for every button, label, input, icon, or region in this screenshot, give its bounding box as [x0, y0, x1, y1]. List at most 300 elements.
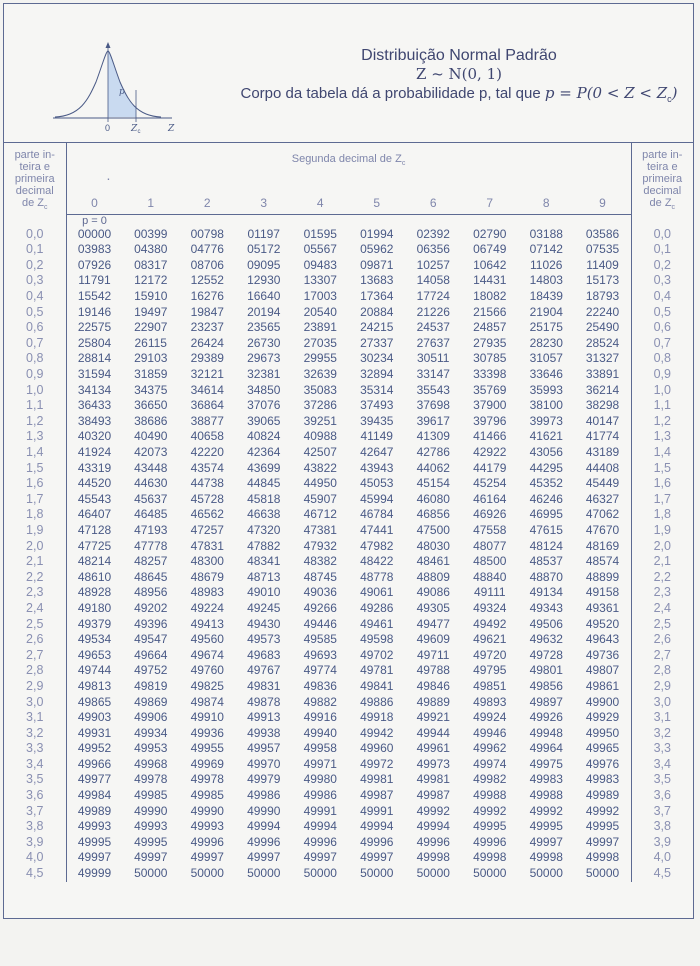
table-cell: 48899	[585, 569, 620, 584]
row-label-left: 1,8	[4, 507, 66, 523]
table-cell: 50000	[134, 866, 168, 881]
right-header-line-2: teira e	[647, 161, 678, 173]
right-header-sub: c	[671, 204, 676, 212]
row-label-left: 1,1	[4, 398, 66, 414]
table-cell: 49744	[77, 663, 112, 678]
table-cell: 37493	[360, 398, 394, 413]
table-cell: 49984	[77, 788, 112, 803]
table-cell: 38877	[190, 413, 224, 428]
table-cell: 49995	[134, 834, 168, 849]
table-cell: 49305	[416, 600, 450, 615]
table-cell: 44408	[585, 460, 620, 475]
table-cell: 47193	[134, 522, 168, 537]
table-cell: 40988	[303, 429, 337, 444]
table-cell: 32639	[303, 367, 337, 382]
table-cell: 49968	[134, 756, 168, 771]
table-cell: 41466	[473, 429, 507, 444]
table-cell: 46080	[416, 491, 450, 506]
table-cell: 49997	[134, 850, 168, 865]
table-cell: 49962	[473, 741, 507, 756]
table-cell: 03188	[529, 226, 563, 241]
row-label-left: 1,6	[4, 476, 66, 492]
row-label-left: 2,8	[4, 663, 66, 679]
table-cell: 23565	[247, 320, 281, 335]
table-cell: 49158	[585, 585, 620, 600]
table-cell: 49906	[134, 710, 168, 725]
table-cell: 00399	[134, 226, 168, 241]
table-cell: 48713	[247, 569, 281, 584]
table-cell: 26424	[190, 335, 224, 350]
right-row-header	[631, 143, 693, 215]
table-cell: 49547	[134, 632, 168, 647]
table-cell: 01994	[360, 226, 394, 241]
table-cell: 49971	[303, 756, 337, 771]
table-cell: 40824	[247, 429, 281, 444]
table-cell: 19497	[134, 304, 168, 319]
table-row	[4, 351, 693, 367]
table-cell: 48169	[585, 538, 620, 553]
table-cell: 49869	[134, 694, 168, 709]
table-cell: 50000	[247, 866, 281, 881]
p-row-spacer	[123, 214, 632, 227]
table-cell: 23237	[190, 320, 224, 335]
right-header-line-1: parte in-	[642, 149, 683, 161]
row-label-left: 2,4	[4, 601, 66, 617]
table-cell: 43699	[247, 460, 281, 475]
table-cell: 49961	[416, 741, 450, 756]
table-cell: 42922	[473, 445, 507, 459]
table-cell: 49736	[585, 647, 620, 662]
table-cell: 44179	[473, 460, 507, 475]
table-cell: 50000	[416, 866, 450, 881]
table-cell: 49921	[416, 710, 450, 725]
table-cell: 49224	[190, 600, 224, 615]
table-cell: 49598	[360, 632, 394, 647]
table-cell: 49986	[303, 788, 337, 803]
table-cell: 06356	[416, 242, 450, 257]
row-label-left: 0,8	[4, 351, 66, 367]
table-cell: 49801	[529, 663, 563, 678]
table-cell: 49940	[303, 725, 337, 740]
table-cell: 49978	[190, 772, 224, 787]
probability-table	[4, 142, 693, 882]
row-label-left: 2,9	[4, 679, 66, 695]
table-row	[4, 804, 693, 820]
table-cell: 14803	[529, 273, 563, 288]
row-label-right: 3,7	[631, 804, 693, 820]
table-cell: 30511	[417, 351, 450, 366]
table-cell: 50000	[303, 866, 337, 881]
table-cell: 10257	[416, 257, 450, 272]
table-cell: 38686	[134, 413, 168, 428]
table-cell: 05567	[303, 242, 337, 257]
row-label-left: 1,0	[4, 383, 66, 399]
table-cell: 48983	[190, 585, 224, 600]
table-row	[4, 585, 693, 601]
table-cell: 12552	[190, 273, 224, 288]
table-cell: 29389	[190, 351, 224, 366]
table-cell: 24215	[360, 320, 394, 335]
column-group-header	[66, 143, 631, 188]
table-cell: 39796	[473, 413, 507, 428]
table-cell: 37698	[416, 398, 450, 413]
table-cell: 49916	[303, 710, 337, 725]
table-cell: 49934	[134, 725, 168, 740]
row-label-right: 3,2	[631, 726, 693, 742]
table-cell: 49931	[77, 725, 112, 740]
table-row	[4, 289, 693, 305]
table-cell: 43574	[190, 460, 224, 475]
table-cell: 49981	[360, 772, 394, 787]
table-cell: 49981	[416, 772, 450, 787]
table-row	[4, 320, 693, 336]
table-cell: 46784	[360, 507, 394, 522]
table-header-section	[4, 4, 693, 142]
table-cell: 49841	[360, 678, 394, 693]
row-label-left: 0,0	[4, 227, 66, 243]
table-cell: 49993	[77, 819, 112, 834]
row-label-right: 0,3	[631, 273, 693, 289]
row-label-right: 0,8	[631, 351, 693, 367]
table-cell: 49036	[303, 585, 337, 600]
table-row	[4, 850, 693, 866]
row-label-right: 0,0	[631, 227, 693, 243]
table-cell: 49111	[473, 585, 506, 600]
row-label-left: 3,7	[4, 804, 66, 820]
row-label-right: 3,5	[631, 772, 693, 788]
table-cell: 49966	[77, 756, 112, 771]
table-cell: 49958	[303, 741, 337, 756]
table-cell: 49846	[416, 678, 450, 693]
table-row	[4, 258, 693, 274]
table-cell: 41149	[360, 429, 393, 444]
table-cell: 49975	[529, 756, 563, 771]
table-cell: 48645	[134, 569, 168, 584]
table-row	[4, 617, 693, 633]
table-cell: 34375	[134, 382, 168, 397]
table-cell: 24537	[416, 320, 450, 335]
table-cell: 49950	[585, 725, 620, 740]
row-label-right: 2,6	[631, 632, 693, 648]
table-cell: 49974	[473, 756, 507, 771]
table-cell: 49609	[416, 632, 450, 647]
table-row	[4, 398, 693, 414]
table-cell: 31859	[134, 367, 168, 382]
table-row	[4, 367, 693, 383]
table-cell: 49897	[529, 694, 563, 709]
table-row	[4, 492, 693, 508]
table-cell: 28524	[585, 335, 620, 350]
table-cell: 49929	[585, 710, 620, 725]
table-cell: 49957	[247, 741, 281, 756]
table-cell: 49585	[303, 632, 337, 647]
table-cell: 49997	[77, 850, 112, 865]
row-label-right: 1,1	[631, 398, 693, 414]
row-label-right: 1,5	[631, 461, 693, 477]
table-cell: 49926	[529, 710, 563, 725]
table-cell: 49990	[247, 803, 281, 818]
row-label-right: 0,2	[631, 258, 693, 274]
table-cell: 09095	[247, 257, 281, 272]
table-cell: 50000	[190, 866, 224, 881]
table-cell: 13683	[360, 273, 394, 288]
table-cell: 09483	[303, 257, 337, 272]
table-cell: 49446	[303, 616, 337, 631]
table-cell: 50000	[360, 866, 394, 881]
table-cell: 35993	[529, 382, 563, 397]
table-cell: 48500	[473, 554, 507, 569]
row-label-right: 0,9	[631, 367, 693, 383]
table-cell: 49997	[247, 850, 281, 865]
table-cell: 49989	[77, 803, 112, 818]
table-cell: 30234	[360, 351, 394, 366]
table-cell: 48537	[529, 554, 563, 569]
table-cell: 18082	[473, 289, 507, 304]
table-cell: 18793	[585, 289, 620, 304]
table-cell: 49987	[416, 788, 450, 803]
table-cell: 49664	[134, 647, 168, 662]
table-cell: 21226	[416, 304, 450, 319]
table-cell: 47257	[190, 522, 224, 537]
table-cell: 46407	[77, 507, 112, 522]
table-cell: 49910	[190, 710, 224, 725]
row-label-right: 3,4	[631, 757, 693, 773]
table-cell: 45907	[303, 491, 337, 506]
table-cell: 49781	[360, 663, 394, 678]
table-cell: 47062	[585, 507, 620, 522]
row-label-left: 0,4	[4, 289, 66, 305]
table-cell: 22240	[585, 304, 620, 319]
row-label-left: 4,5	[4, 866, 66, 882]
table-row	[4, 866, 693, 882]
table-cell: 49936	[190, 725, 224, 740]
table-cell: 49969	[190, 756, 224, 771]
table-cell: 49913	[247, 710, 281, 725]
table-cell: 49477	[416, 616, 450, 631]
table-cell: 49924	[473, 710, 507, 725]
table-cell: 49964	[529, 741, 563, 756]
table-cell: 49996	[360, 834, 394, 849]
table-cell: 49711	[417, 647, 450, 662]
table-cell: 46562	[190, 507, 224, 522]
table-cell: 27035	[303, 335, 337, 350]
row-label-left: 1,3	[4, 429, 66, 445]
column-header: 5	[349, 187, 406, 214]
table-cell: 11026	[530, 257, 563, 272]
table-cell: 34134	[77, 382, 112, 397]
table-cell: 49683	[247, 647, 281, 662]
table-cell: 49995	[473, 819, 507, 834]
mean-arrow-icon	[106, 42, 111, 48]
table-cell: 31594	[77, 367, 112, 382]
table-cell: 39251	[303, 413, 337, 428]
left-header-line-4: decimal	[15, 185, 54, 197]
row-label-left: 3,6	[4, 788, 66, 804]
column-header: 3	[236, 187, 293, 214]
table-cell: 49996	[473, 834, 507, 849]
column-header: 8	[518, 187, 575, 214]
row-label-left: 3,2	[4, 726, 66, 742]
table-cell: 48956	[134, 585, 168, 600]
table-cell: 48077	[473, 538, 507, 553]
table-row	[4, 523, 693, 539]
table-cell: 47725	[77, 538, 112, 553]
table-cell: 49997	[303, 850, 337, 865]
table-cell: 49996	[190, 834, 224, 849]
table-cell: 49836	[303, 678, 337, 693]
table-cell: 49202	[134, 600, 168, 615]
table-cell: 36433	[77, 398, 112, 413]
row-label-right: 1,0	[631, 383, 693, 399]
table-row	[4, 741, 693, 757]
table-cell: 49825	[190, 678, 224, 693]
table-row	[4, 663, 693, 679]
table-row	[4, 242, 693, 258]
right-header-line-5	[632, 197, 694, 214]
table-cell: 37900	[473, 398, 507, 413]
row-label-left: 3,9	[4, 835, 66, 851]
table-cell: 49266	[303, 600, 337, 615]
table-cell: 49343	[529, 600, 563, 615]
table-cell: 49900	[585, 694, 620, 709]
table-row	[4, 507, 693, 523]
table-cell: 26730	[247, 335, 281, 350]
table-cell: 07535	[585, 242, 620, 257]
table-cell: 03586	[585, 226, 620, 241]
table-cell: 38493	[77, 413, 112, 428]
row-label-left: 2,1	[4, 554, 66, 570]
table-cell: 46856	[416, 507, 450, 522]
table-cell: 49986	[247, 788, 281, 803]
table-cell: 11409	[586, 257, 619, 272]
table-row	[4, 429, 693, 445]
table-cell: 11791	[78, 273, 111, 288]
table-cell: 49989	[585, 788, 620, 803]
table-row	[4, 570, 693, 586]
left-header-line-3: primeira	[14, 173, 55, 185]
table-cell: 41621	[529, 429, 563, 444]
column-group-sub: c	[401, 160, 406, 168]
row-label-right: 4,5	[631, 866, 693, 882]
table-cell: 46638	[247, 507, 281, 522]
table-cell: 48928	[77, 585, 112, 600]
table-cell: 49560	[190, 632, 224, 647]
table-row	[4, 772, 693, 788]
table-cell: 07926	[77, 257, 112, 272]
table-cell: 48840	[473, 569, 507, 584]
table-cell: 49534	[77, 632, 112, 647]
row-label-left: 1,9	[4, 523, 66, 539]
left-header-line-5	[4, 197, 66, 214]
curve-x-zc-sub: c	[137, 129, 141, 134]
table-cell: 38298	[585, 398, 620, 413]
table-cell: 05962	[360, 242, 394, 257]
table-cell: 49061	[360, 585, 394, 600]
table-cell: 49286	[360, 600, 394, 615]
table-cell: 49245	[247, 600, 281, 615]
table-cell: 49993	[134, 819, 168, 834]
table-cell: 38100	[529, 398, 563, 413]
table-cell: 49807	[585, 663, 620, 678]
table-cell: 27337	[360, 335, 394, 350]
table-cell: 47831	[190, 538, 224, 553]
normal-curve-diagram	[50, 42, 200, 134]
table-cell: 29103	[134, 351, 168, 366]
table-cell: 43822	[303, 460, 337, 475]
table-cell: 49813	[77, 678, 112, 693]
table-cell: 29955	[303, 351, 337, 366]
table-cell: 47932	[303, 538, 337, 553]
table-cell: 43189	[585, 445, 620, 459]
row-label-left: 0,6	[4, 320, 66, 336]
table-cell: 48341	[247, 554, 281, 569]
row-label-empty	[4, 214, 66, 227]
table-cell: 49693	[303, 647, 337, 662]
table-row	[4, 554, 693, 570]
curve-x-axis-label: Z	[168, 124, 175, 134]
table-cell: 49983	[529, 772, 563, 787]
table-cell: 47982	[360, 538, 394, 553]
table-cell: 22907	[134, 320, 168, 335]
table-cell: 44295	[529, 460, 563, 475]
table-cell: 41774	[585, 429, 620, 444]
table-cell: 34850	[247, 382, 281, 397]
table-cell: 48610	[77, 569, 112, 584]
table-cell: 49878	[247, 694, 281, 709]
table-cell: 49952	[77, 741, 112, 756]
table-cell: 43448	[134, 460, 168, 475]
right-header-line-5-text: de Z	[649, 197, 672, 209]
row-label-right: 2,1	[631, 554, 693, 570]
table-cell: 17724	[416, 289, 450, 304]
probability-formula: p = P(0 < Z < Z	[544, 84, 668, 102]
table-row	[4, 414, 693, 430]
table-cell: 49985	[190, 788, 224, 803]
table-cell: 49874	[190, 694, 224, 709]
table-cell: 49972	[360, 756, 394, 771]
table-cell: 49996	[303, 834, 337, 849]
table-cell: 36214	[585, 382, 620, 397]
table-cell: 49674	[190, 647, 224, 662]
table-cell: 29673	[247, 351, 281, 366]
table-cell: 42364	[247, 445, 281, 459]
row-label-right: 0,4	[631, 289, 693, 305]
table-cell: 48257	[134, 554, 168, 569]
table-cell: 49987	[360, 788, 394, 803]
table-cell: 49861	[585, 678, 620, 693]
distribution-notation: Z ~ N(0, 1)	[416, 65, 502, 83]
row-label-left: 3,1	[4, 710, 66, 726]
table-cell: 45449	[585, 476, 620, 491]
row-label-left: 2,7	[4, 648, 66, 664]
table-cell: 21566	[473, 304, 507, 319]
table-cell: 49994	[360, 819, 394, 834]
table-cell: 48124	[529, 538, 563, 553]
row-label-left: 3,0	[4, 695, 66, 711]
curve-x-zc: Z	[131, 124, 138, 134]
table-cell: 49994	[247, 819, 281, 834]
table-cell: 18439	[529, 289, 563, 304]
table-cell: 34614	[190, 382, 224, 397]
table-cell: 49728	[529, 647, 563, 662]
table-cell: 36864	[190, 398, 224, 413]
table-cell: 49995	[585, 819, 620, 834]
row-label-left: 3,3	[4, 741, 66, 757]
table-cell: 49997	[190, 850, 224, 865]
table-cell: 44738	[190, 476, 224, 491]
table-description	[239, 84, 679, 104]
table-cell: 49831	[247, 678, 281, 693]
